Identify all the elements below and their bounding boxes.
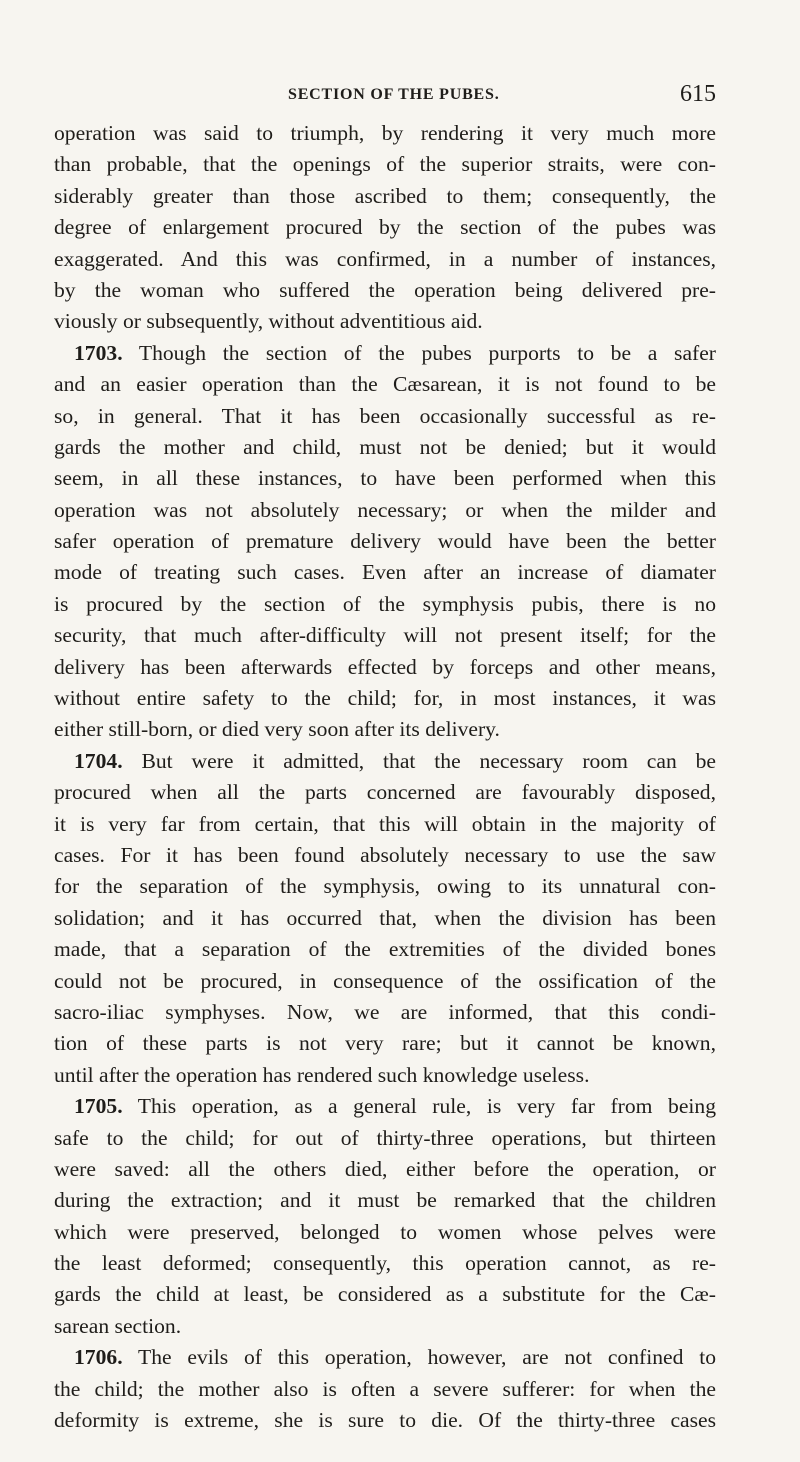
- running-head: [56, 81, 716, 110]
- text-line: [54, 840, 716, 871]
- line-text: it is very far from certain, that this will obtain in the majority of: [54, 811, 716, 836]
- text-line: [54, 777, 716, 808]
- line-text: This operation, as a general rule, is very far from being: [122, 1094, 716, 1119]
- text-line: [54, 1311, 716, 1342]
- text-line: [54, 589, 716, 620]
- line-text: viously or subsequently, without adventitious aid.: [54, 309, 483, 334]
- line-text: until after the operation has rendered such knowledge useless.: [54, 1062, 590, 1087]
- line-text: sacro-iliac symphyses. Now, we are informed, that this condi-: [54, 999, 716, 1024]
- line-text: delivery has been afterwards effected by forceps and other means,: [54, 654, 716, 679]
- line-text: by the woman who suffered the operation being delivered pre-: [54, 277, 716, 302]
- text-line: [54, 244, 716, 275]
- line-text: for the separation of the symphysis, owing to its unnatural con-: [54, 874, 716, 899]
- line-text: seem, in all these instances, to have been performed when this: [54, 466, 716, 491]
- text-line: [54, 432, 716, 463]
- line-text: gards the child at least, be considered as a substitute for the Cæ-: [54, 1282, 716, 1307]
- line-text: made, that a separation of the extremities of the divided bones: [54, 937, 716, 962]
- text-line: [54, 1248, 716, 1279]
- line-text: than probable, that the openings of the superior straits, were con-: [54, 152, 716, 177]
- text-line: [54, 683, 716, 714]
- text-line: [54, 934, 716, 965]
- line-text: procured when all the parts concerned are favourably disposed,: [54, 780, 716, 805]
- line-text: solidation; and it has occurred that, when the division has been: [54, 905, 716, 930]
- text-line: [54, 401, 716, 432]
- text-line: [54, 149, 716, 180]
- line-text: But were it admitted, that the necessary room can be: [122, 748, 716, 773]
- text-line: [54, 212, 716, 243]
- text-line: [54, 1123, 716, 1154]
- line-text: safer operation of premature delivery would have been the better: [54, 529, 716, 554]
- text-line: [54, 1028, 716, 1059]
- line-text: during the extraction; and it must be remarked that the children: [54, 1188, 716, 1213]
- line-text: security, that much after-difficulty will not present itself; for the: [54, 623, 716, 648]
- paragraph-number: 1705.: [74, 1094, 123, 1119]
- text-line: [54, 369, 716, 400]
- line-text: were saved: all the others died, either before the operation, or: [54, 1156, 716, 1181]
- text-line: [54, 1279, 716, 1310]
- text-line: [54, 495, 716, 526]
- text-line: [54, 966, 716, 997]
- text-line: [54, 1217, 716, 1248]
- line-text: mode of treating such cases. Even after an increase of diamater: [54, 560, 716, 585]
- body-text: [54, 118, 716, 1436]
- text-line: [54, 463, 716, 494]
- line-text: operation was not absolutely necessary; or when the milder and: [54, 497, 716, 522]
- line-text: either still-born, or died very soon after its delivery.: [54, 717, 500, 742]
- line-text: cases. For it has been found absolutely necessary to use the saw: [54, 842, 716, 867]
- text-line: [54, 1060, 716, 1091]
- text-line: [54, 714, 716, 745]
- text-line: [54, 338, 716, 369]
- line-text: The evils of this operation, however, are not confined to: [122, 1345, 716, 1370]
- text-line: [54, 997, 716, 1028]
- text-line: [54, 1185, 716, 1216]
- paragraph-number: 1703.: [74, 340, 123, 365]
- text-line: [54, 1091, 716, 1122]
- line-text: siderably greater than those ascribed to them; consequently, the: [54, 183, 716, 208]
- line-text: safe to the child; for out of thirty-three operations, but thirteen: [54, 1125, 716, 1150]
- text-line: [54, 1405, 716, 1436]
- text-line: [54, 118, 716, 149]
- line-text: which were preserved, belonged to women whose pelves were: [54, 1219, 716, 1244]
- text-line: [54, 1342, 716, 1373]
- line-text: tion of these parts is not very rare; but it cannot be known,: [54, 1031, 716, 1056]
- line-text: operation was said to triumph, by rendering it very much more: [54, 121, 716, 145]
- text-line: [54, 275, 716, 306]
- line-text: deformity is extreme, she is sure to die. Of the thirty-three cases: [54, 1408, 716, 1433]
- text-line: [54, 306, 716, 337]
- running-title: SECTION OF THE PUBES.: [288, 86, 500, 103]
- text-line: [54, 1374, 716, 1405]
- text-line: [54, 181, 716, 212]
- text-line: [54, 557, 716, 588]
- line-text: so, in general. That it has been occasionally successful as re-: [54, 403, 716, 428]
- text-line: [54, 746, 716, 777]
- text-line: [54, 871, 716, 902]
- text-line: [54, 526, 716, 557]
- paragraph-number: 1704.: [74, 748, 123, 773]
- line-text: the least deformed; consequently, this operation cannot, as re-: [54, 1251, 716, 1276]
- line-text: the child; the mother also is often a severe sufferer: for when the: [54, 1376, 716, 1401]
- line-text: gards the mother and child, must not be denied; but it would: [54, 434, 716, 459]
- text-line: [54, 620, 716, 651]
- line-text: exaggerated. And this was confirmed, in a number of instances,: [54, 246, 716, 271]
- page-number: 615: [680, 81, 716, 107]
- line-text: degree of enlargement procured by the section of the pubes was: [54, 215, 716, 240]
- line-text: Though the section of the pubes purports to be a safer: [122, 340, 716, 365]
- text-line: [54, 1154, 716, 1185]
- line-text: is procured by the section of the symphysis pubis, there is no: [54, 591, 716, 616]
- line-text: and an easier operation than the Cæsarean, it is not found to be: [54, 372, 716, 397]
- line-text: without entire safety to the child; for, in most instances, it was: [54, 686, 716, 711]
- line-text: could not be procured, in consequence of the ossification of the: [54, 968, 716, 993]
- text-line: [54, 652, 716, 683]
- text-line: [54, 809, 716, 840]
- text-line: [54, 903, 716, 934]
- line-text: sarean section.: [54, 1313, 182, 1338]
- paragraph-number: 1706.: [74, 1345, 123, 1370]
